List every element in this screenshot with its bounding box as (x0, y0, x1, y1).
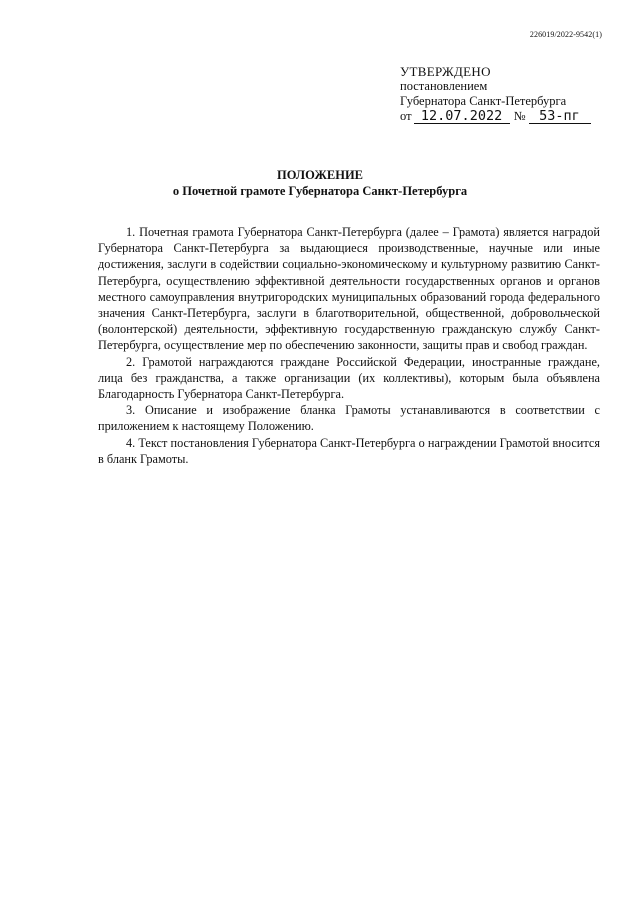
approval-stamp (400, 64, 620, 124)
paragraph-1: 1. Почетная грамота Губернатора Санкт-Петербурга (далее – Грамота) является наградой Губернатора Санкт-Петербурга за выдающиеся производственные, научные или иные достижения, заслуги в содействии социально-экономическому и культурному развитию Санкт-Петербурга, осуществлению эффективной деятельности государственных органов и органов местного самоуправления внутригородских муниципальных образований города федерального значения Санкт-Петербурга, заслуги в благотворительной, общественной, добровольческой (волонтерской) деятельности, эффективную государственную гражданскую службу Санкт-Петербурга, осуществление мер по обеспечению законности, защиты прав и свобод граждан. (98, 225, 600, 353)
paragraph-2: 2. Грамотой награждаются граждане Российской Федерации, иностранные граждане, лица без гражданства, а также организации (их коллективы), которым была объявлена Благодарность Губернатора Санкт-Петербурга. (98, 354, 600, 402)
approval-number: 53-пг (529, 109, 591, 124)
title-main: ПОЛОЖЕНИЕ (276, 168, 364, 182)
approval-date-line (400, 109, 620, 124)
document-body (98, 224, 600, 467)
document-id: 226019/2022-9542(1) (529, 30, 602, 39)
date-prefix: от (400, 109, 412, 123)
approval-heading: УТВЕРЖДЕНО (400, 64, 491, 79)
approval-date: 12.07.2022 (414, 109, 510, 124)
approval-line-1: постановлением (400, 79, 488, 93)
title-sub: о Почетной грамоте Губернатора Санкт-Петербурга (172, 184, 468, 198)
paragraph-4: 4. Текст постановления Губернатора Санкт-Петербурга о награждении Грамотой вносится в бланк Грамоты. (98, 435, 600, 466)
number-prefix: № (513, 109, 526, 123)
approval-line-2: Губернатора Санкт-Петербурга (400, 94, 567, 108)
document-title (0, 167, 640, 199)
paragraph-3: 3. Описание и изображение бланка Грамоты устанавливаются в соответствии с приложением к настоящему Положению. (98, 403, 600, 434)
